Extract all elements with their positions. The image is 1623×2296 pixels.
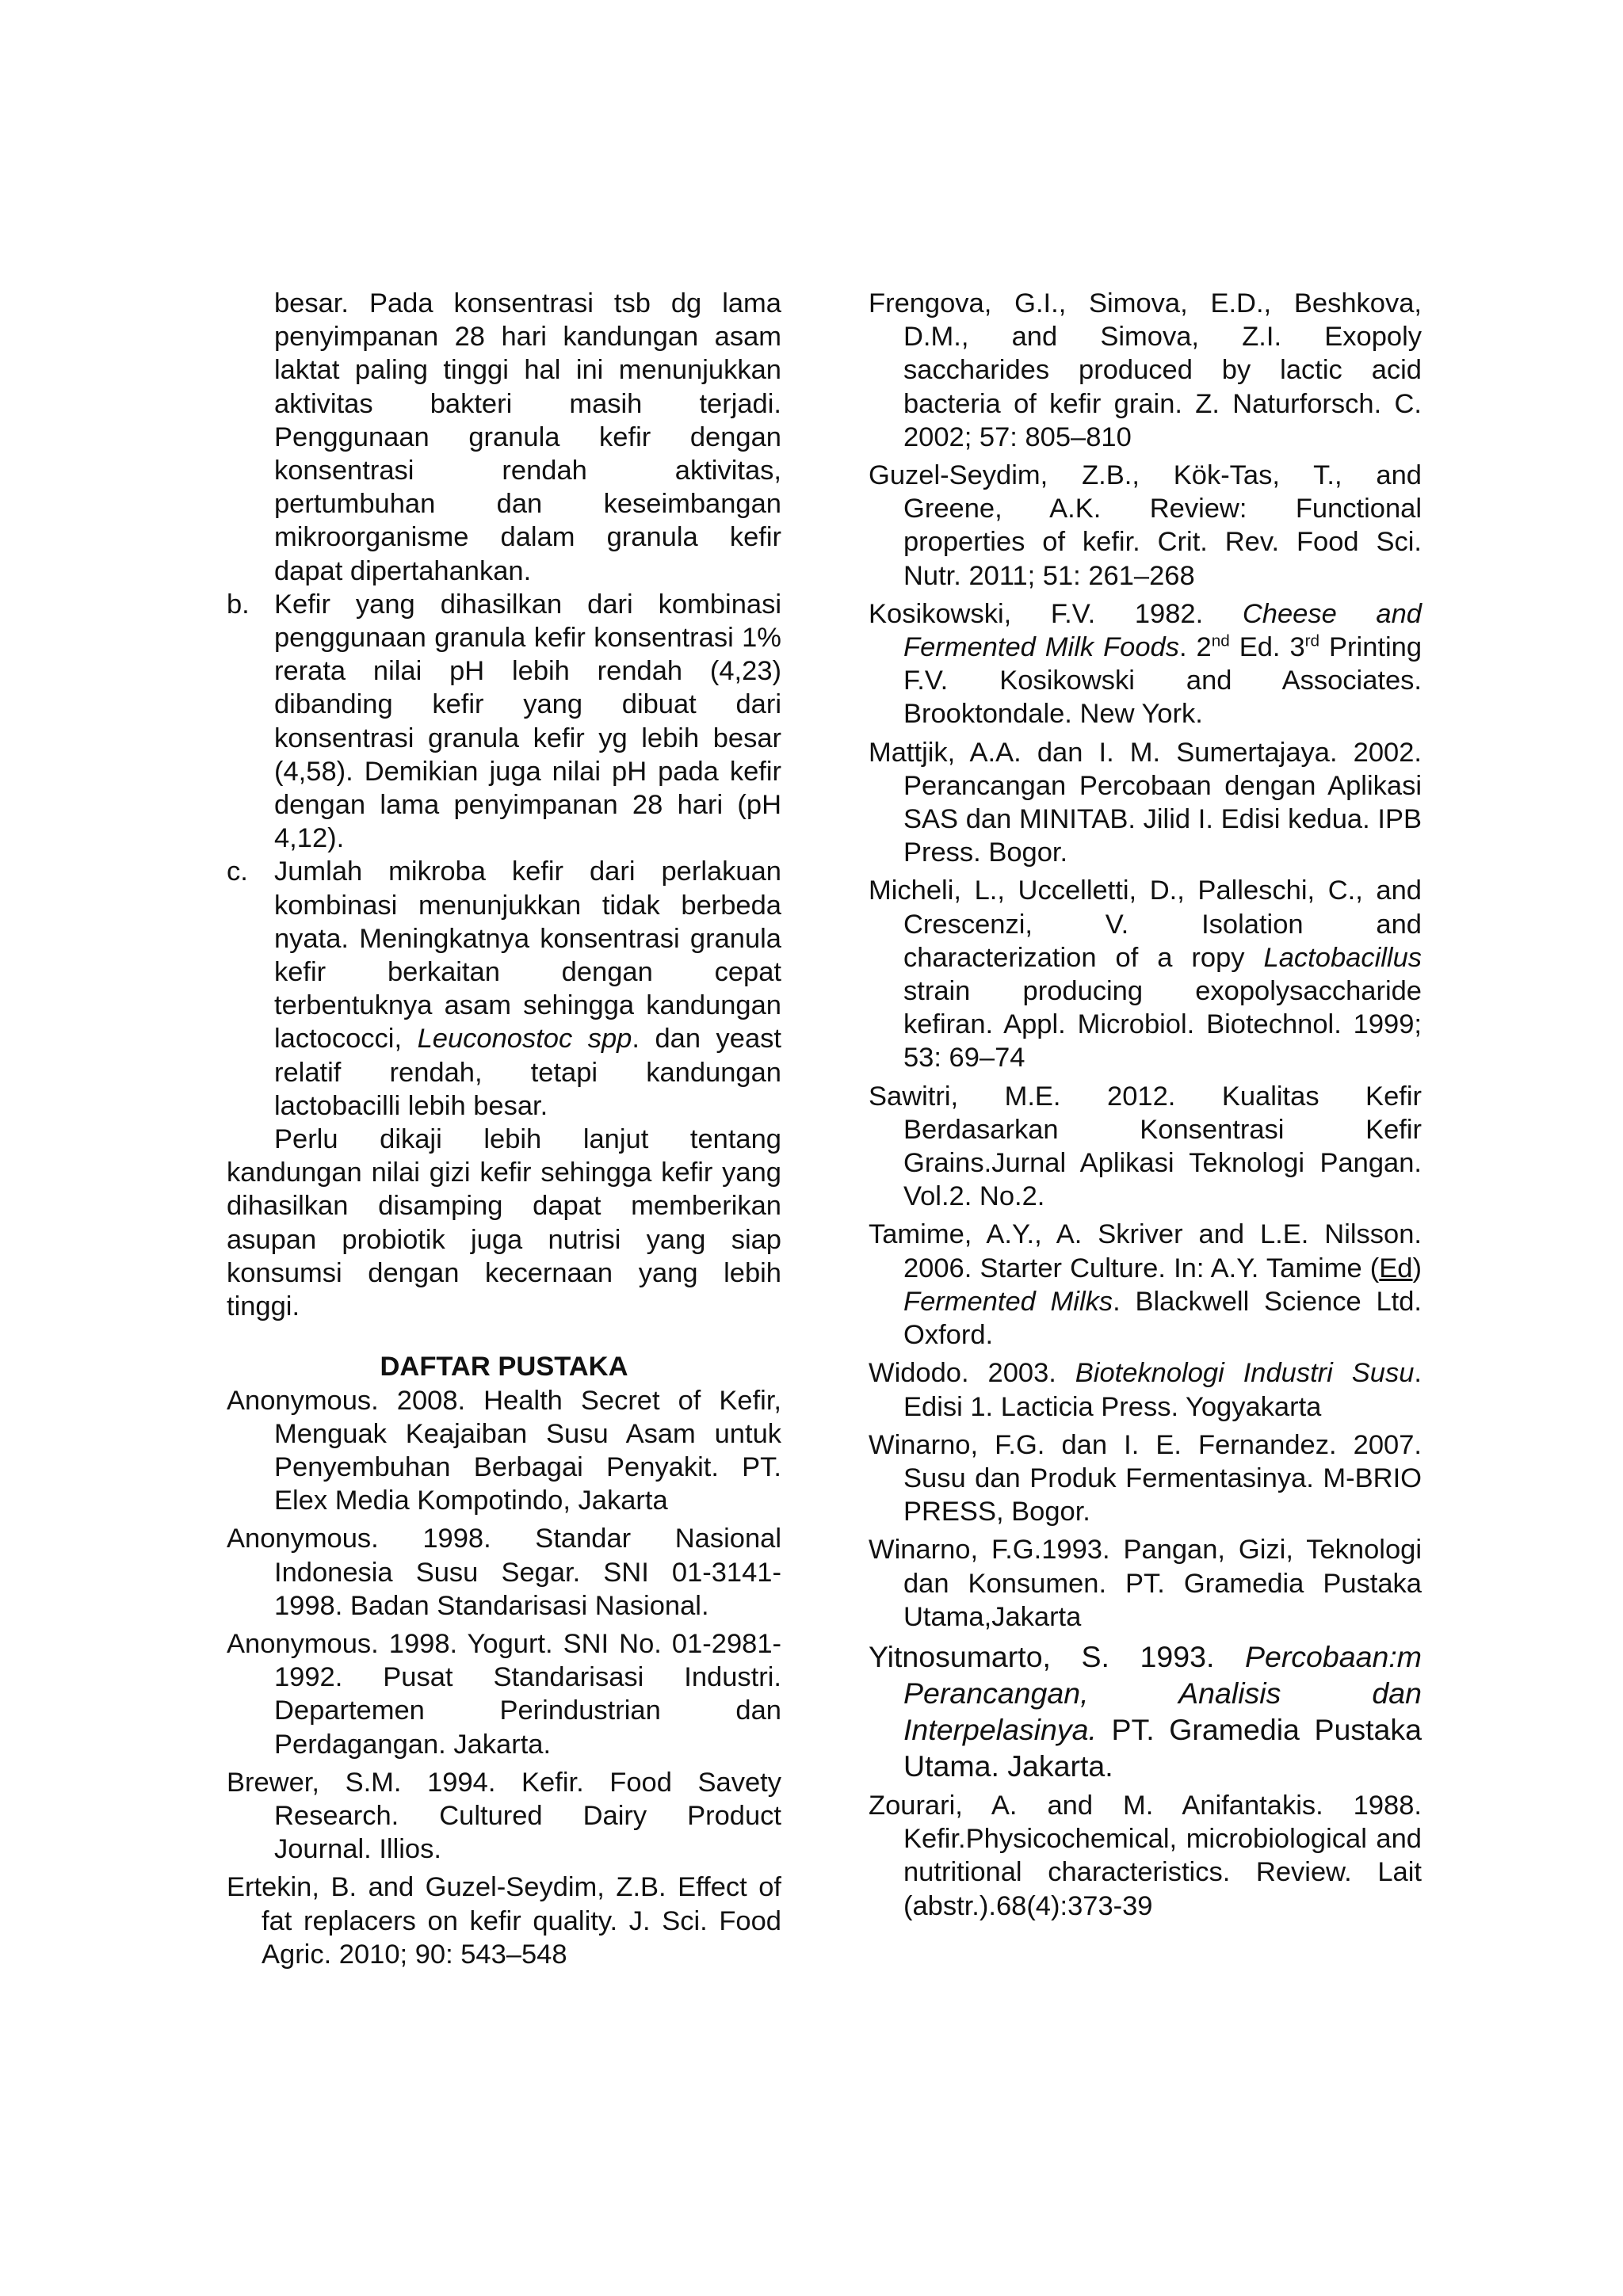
reference-entry: Brewer, S.M. 1994. Kefir. Food Savety Research. Cultured Dairy Product Journal. Illios. — [227, 1767, 781, 1865]
reference-entry — [869, 1638, 1422, 1784]
text-run: . Blackwell Science Ltd. Oxford. — [903, 1286, 1422, 1351]
text-run: . 2 — [1178, 632, 1212, 663]
list-item-c — [227, 855, 781, 1123]
section-heading: DAFTAR PUSTAKA — [380, 1352, 628, 1383]
list-item-a-continuation: besar. Pada konsentrasi tsb dg lama penyimpanan 28 hari kandungan asam laktat paling tinggi hal ini menunjukkan aktivitas bakteri masih terjadi. Penggunaan granula kefir dengan konsentrasi rendah aktivitas, pertumbuhan dan keseimbangan mikroorganisme dalam granula kefir dapat dipertahankan. — [274, 288, 781, 586]
superscript: rd — [1304, 631, 1320, 650]
text-run: Ed. 3 — [1229, 632, 1305, 663]
text-run: Yitnosumarto, S. 1993. — [869, 1639, 1215, 1673]
text-run: Micheli, L., Uccelletti, D., Palleschi, C., and Crescenzi, V. Isolation and characterization of a ropy — [869, 875, 1422, 973]
reference-entry: Sawitri, M.E. 2012. Kualitas Kefir Berdasarkan Konsentrasi Kefir Grains.Jurnal Aplikasi Teknologi Pangan. Vol.2. No.2. — [869, 1081, 1422, 1212]
list-marker: c. — [227, 856, 248, 887]
text-run: Jumlah mikroba kefir dari perlakuan kombinasi menunjukkan tidak berbeda nyata. Meningkatnya konsentrasi granula kefir berkaitan dengan cepat terbentuknya asam sehingga kandungan lactococci, — [274, 856, 781, 1055]
reference-entry: Winarno, F.G.1993. Pangan, Gizi, Teknologi dan Konsumen. PT. Gramedia Pustaka Utama,Jakarta — [869, 1535, 1422, 1632]
text-run: ) — [1412, 1253, 1422, 1283]
italic-text: Lactobacillus — [1263, 942, 1422, 973]
reference-entry: Anonymous. 1998. Standar Nasional Indonesia Susu Segar. SNI 01-3141-1998. Badan Standarisasi Nasional. — [227, 1524, 781, 1621]
reference-entry: Winarno, F.G. dan I. E. Fernandez. 2007. Susu dan Produk Fermentasinya. M-BRIO PRESS, Bogor. — [869, 1429, 1422, 1527]
list-item-text: Kefir yang dihasilkan dari kombinasi penggunaan granula kefir konsentrasi 1% rerata nilai pH lebih rendah (4,23) dibanding kefir yang dibuat dari konsentrasi granula kefir yg lebih besar (4,58). Demikian juga nilai pH pada kefir dengan lama penyimpanan 28 hari (pH 4,12). — [274, 589, 781, 854]
text-run: strain producing exopolysaccharide kefiran. Appl. Microbiol. Biotechnol. 1999; 53: 69–74 — [903, 976, 1422, 1074]
reference-entry — [869, 1218, 1422, 1352]
reference-entry: Anonymous. 1998. Yogurt. SNI No. 01-2981-1992. Pusat Standarisasi Industri. Departemen Perindustrian dan Perdagangan. Jakarta. — [227, 1628, 781, 1760]
reference-entry: Frengova, G.I., Simova, E.D., Beshkova, D.M., and Simova, Z.I. Exopoly saccharides produced by lactic acid bacteria of kefir grain. Z. Naturforsch. C. 2002; 57: 805–810 — [869, 288, 1422, 452]
reference-entry: Zourari, A. and M. Anifantakis. 1988. Kefir.Physicochemical, microbiological and nutritional characteristics. Review. Lait (abstr.).68(4):373-39 — [869, 1790, 1422, 1921]
italic-text: Fermented Milks — [903, 1286, 1113, 1317]
conclusion-paragraph: Perlu dikaji lebih lanjut tentang kandungan nilai gizi kefir sehingga kefir yang dihasilkan disamping dapat memberikan asupan probiotik juga nutrisi yang siap konsumsi dengan kecernaan yang lebih tinggi. — [227, 1124, 781, 1322]
reference-entry: Guzel-Seydim, Z.B., Kök-Tas, T., and Greene, A.K. Review: Functional properties of kefir. Crit. Rev. Food Sci. Nutr. 2011; 51: 261–268 — [869, 460, 1422, 591]
italic-text: Leuconostoc spp — [417, 1024, 632, 1055]
text-run: . Edisi 1. Lacticia Press. Yogyakarta — [903, 1358, 1423, 1422]
reference-entry — [869, 597, 1422, 731]
text-run: Tamime, A.Y., A. Skriver and L.E. Nilsson. 2006. Starter Culture. In: A.Y. Tamime ( — [869, 1219, 1422, 1283]
text-run: . dan yeast relatif rendah, tetapi kandungan lactobacilli lebih besar. — [274, 1024, 782, 1121]
reference-entry — [869, 874, 1422, 1074]
italic-text: Percobaan:m Perancangan, Analisis dan Interpelasinya. — [903, 1639, 1422, 1746]
reference-entry: Anonymous. 2008. Health Secret of Kefir, Menguak Keajaiban Susu Asam untuk Penyembuhan Berbagai Penyakit. PT. Elex Media Kompotindo, Jakarta — [227, 1385, 781, 1516]
text-run: Kosikowski, F.V. 1982. — [869, 598, 1204, 629]
text-run: PT. Gramedia Pustaka Utama. Jakarta. — [903, 1712, 1422, 1783]
italic-text: Bioteknologi Industri Susu — [1075, 1358, 1415, 1389]
list-item-b — [227, 588, 781, 856]
reference-entry: Mattjik, A.A. dan I. M. Sumertajaya. 2002. Perancangan Percobaan dengan Aplikasi SAS dan MINITAB. Jilid I. Edisi kedua. IPB Press. Bogor. — [869, 737, 1422, 868]
reference-entry — [869, 1356, 1422, 1423]
left-column — [227, 287, 781, 1976]
underlined-text: Ed — [1379, 1253, 1413, 1283]
list-item-text — [274, 855, 781, 1123]
text-run: Widodo. 2003. — [869, 1358, 1056, 1389]
italic-text: Cheese and Fermented Milk Foods — [903, 598, 1422, 663]
right-column — [869, 287, 1422, 1928]
list-marker: b. — [227, 589, 250, 620]
superscript: nd — [1211, 631, 1230, 650]
reference-entry: Ertekin, B. and Guzel-Seydim, Z.B. Effect of fat replacers on kefir quality. J. Sci. Food Agric. 2010; 90: 543–548 — [227, 1872, 781, 1970]
text-run: Printing F.V. Kosikowski and Associates. Brooktondale. New York. — [903, 632, 1423, 730]
